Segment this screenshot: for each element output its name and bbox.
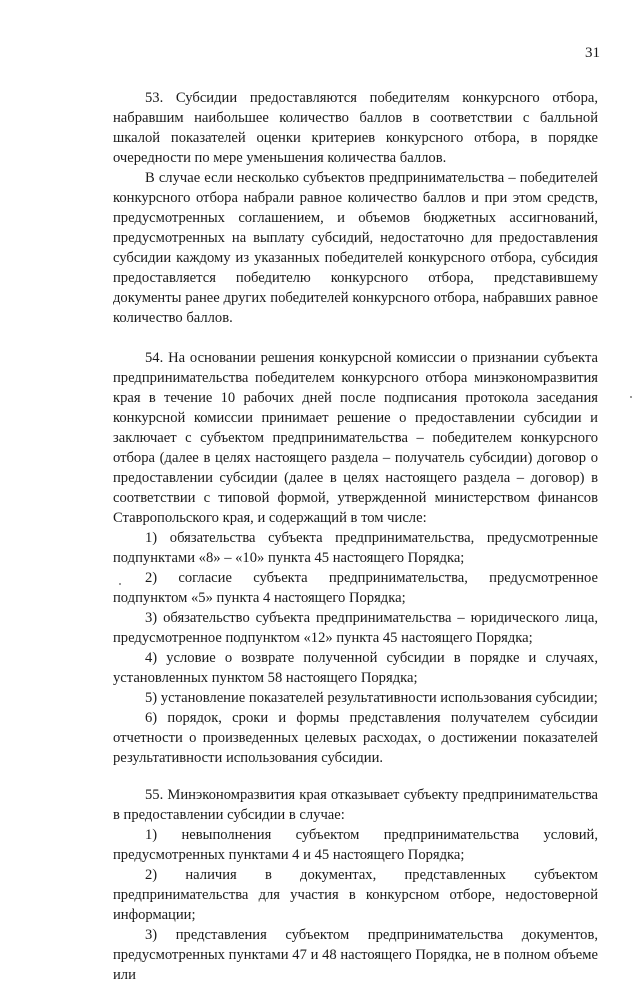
list-item-54-3: 3) обязательство субъекта предпринимательства – юридического лица, предусмотренное подпунктом «12» пункта 45 настоящего Порядка; xyxy=(113,610,598,646)
list-item-55-2: 2) наличия в документах, представленных субъектом предпринимательства для участия в конкурсном отборе, недостоверной информации; xyxy=(113,867,598,923)
document-body xyxy=(113,88,598,985)
list-item-54-5: 5) установление показателей результативности использования субсидии; xyxy=(145,690,598,706)
paragraph-54: 54. На основании решения конкурсной комиссии о признании субъекта предпринимательства победителем конкурсного отбора минэкономразвития края в течение 10 рабочих дней после подписания протокола заседания конкурсной комиссии принимает решение о предоставлении субсидии и заключает с субъектом предпринимательства – победителем конкурсного отбора (далее в целях настоящего раздела – получатель субсидии) договор о предоставлении субсидии (далее в целях настоящего раздела – договор) в соответствии с типовой формой, утвержденной министерством финансов Ставропольского края, и содержащий в том числе: xyxy=(113,350,598,526)
list-item-55-1: 1) невыполнения субъектом предпринимательства условий, предусмотренных пунктами 4 и 45 настоящего Порядка; xyxy=(113,827,598,863)
section-gap xyxy=(113,328,598,348)
scan-speck xyxy=(630,396,632,398)
paragraph-53: 53. Субсидии предоставляются победителям конкурсного отбора, набравшим наибольшее количество баллов в соответствии с балльной шкалой показателей оценки критериев конкурсного отбора, в порядке очередности по мере уменьшения количества баллов. xyxy=(113,90,598,166)
paragraph-53-continuation: В случае если несколько субъектов предпринимательства – победителей конкурсного отбора набрали равное количество баллов и при этом средств, предусмотренных соглашением, и объемов бюджетных ассигнований, предусмотренных на выплату субсидий, недостаточно для предоставления субсидии каждому из указанных победителей конкурсного отбора, субсидия предоставляется победителю конкурсного отбора, представившему документы ранее других победителей конкурсного отбора, набравших равное количество баллов. xyxy=(113,170,598,326)
list-item-54-6: 6) порядок, сроки и формы представления получателем субсидии отчетности о произведенных целевых расходах, о достижении показателей результативности использования субсидии. xyxy=(113,710,598,766)
section-gap xyxy=(113,768,598,785)
list-item-54-2: 2) согласие субъекта предпринимательства, предусмотренное подпунктом «5» пункта 4 настоящего Порядка; xyxy=(113,570,598,606)
list-item-54-4: 4) условие о возврате полученной субсидии в порядке и случаях, установленных пунктом 58 настоящего Порядка; xyxy=(113,650,598,686)
list-item-54-1: 1) обязательства субъекта предпринимательства, предусмотренные подпунктами «8» – «10» пункта 45 настоящего Порядка; xyxy=(113,530,598,566)
page-number: 31 xyxy=(585,45,600,61)
paragraph-55: 55. Минэкономразвития края отказывает субъекту предпринимательства в предоставлении субсидии в случае: xyxy=(113,787,598,823)
list-item-55-3: 3) представления субъектом предпринимательства документов, предусмотренных пунктами 47 и 48 настоящего Порядка, не в полном объеме или xyxy=(113,927,598,983)
